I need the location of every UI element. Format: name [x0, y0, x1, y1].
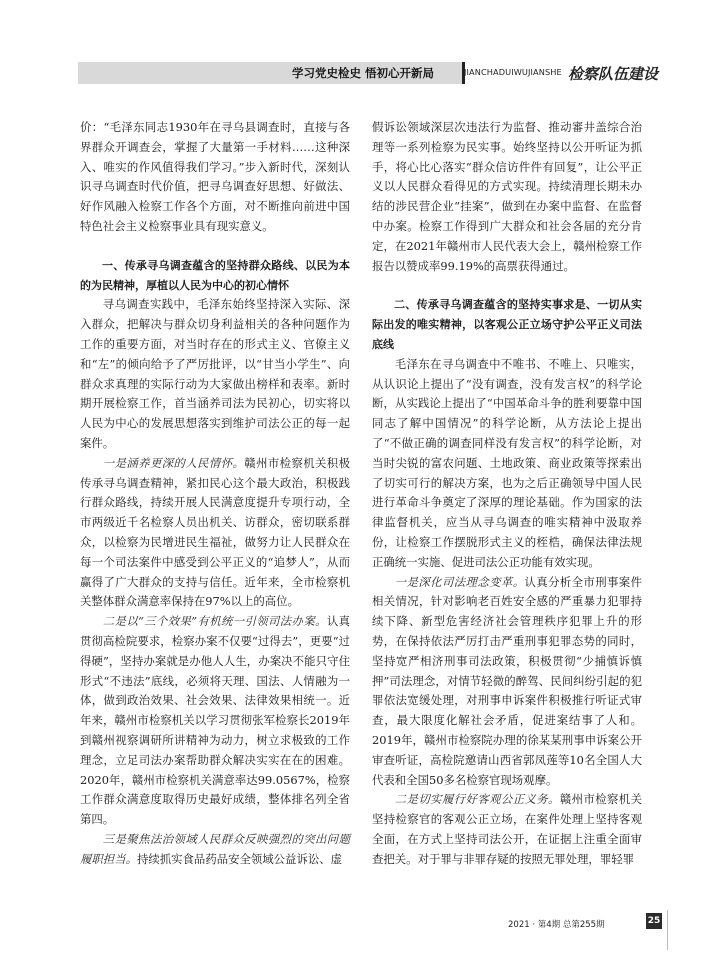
paragraph — [80, 454, 350, 612]
page-header-title: 学习党史检史 悟初心开新局 — [292, 66, 435, 80]
column-logo — [462, 62, 659, 84]
page-edge-line — [667, 910, 668, 950]
paragraph — [372, 790, 642, 869]
paragraph-body: 认真分析全市刑事案件相关情况，针对影响老百姓安全感的严重暴力犯罪持续下降、新型危害经济社会管理秩序犯罪上升的形势，在保持依法严厉打击严重刑事犯罪态势的同时，坚持宽严相济刑事司法政策，积极贯彻“少捕慎诉慎押”司法理念，对情节轻微的醉驾、民间纠纷引起的犯罪依法宽缓处理，对刑事申诉案件积极推行听证式审查，最大限度化解社会矛盾，促进案结事了人和。2019年，赣州市检察院办理的徐某某刑事申诉案公开审查听证，高检院邀请山西省郭凤莲等10名全国人大代表和全国50多名检察官现场观摩。 — [372, 574, 642, 787]
paragraph-body: 认真贯彻高检院要求，检察办案不仅要“过得去”，更要“过得硬”，坚持办案就是办他人人生，办案决不能只守住形式“不违法”底线，必须将天理、国法、人情融为一体，做到政治效果、社会效果、法律效果相统一。近年来，赣州市检察机关以学习贯彻张军检察长2019年到赣州视察调研所讲精神为动力，树立求极致的工作理念，立足司法办案帮助群众解决实实在在的困难。2020年，赣州市检察机关满意率达99.0567%，检察工作群众满意度取得历史最好成绩，整体排名列全省第四。 — [80, 614, 350, 827]
logo-chinese-text: 检察队伍建设 — [568, 65, 659, 83]
left-column — [80, 118, 350, 869]
paragraph-lead: 一是涵养更深的人民情怀。 — [102, 455, 245, 470]
right-column — [372, 118, 642, 869]
issue-info: 2021 · 第4期 总第255期 — [508, 920, 605, 930]
paragraph-body: 赣州市检察机关坚持检察官的客观公正立场，在案件处理上坚持客观全面，在方式上坚持司法公开，在证据上注重全面审查把关。对于罪与非罪存疑的按照无罪处理，罪轻罪 — [372, 792, 642, 866]
paragraph — [80, 612, 350, 830]
paragraph: 价：“毛泽东同志1930年在寻乌县调查时，直接与各界群众开调查会，掌握了大量第一手材料……这种深入、唯实的作风值得我们学习。”步入新时代，深刻认识寻乌调查时代价值，把寻乌调查好思想、好做法、好作风融入检察工作各个方面，对不断推向前进中国特色社会主义检察事业具有现实意义。 — [80, 120, 350, 233]
section-heading: 一、传承寻乌调查蕴含的坚持群众路线、以民为本的为民精神，厚植以人民为中心的初心情怀 — [80, 258, 350, 292]
paragraph: 毛泽东在寻乌调查中不唯书、不唯上、只唯实，从认识论上提出了“没有调查，没有发言权”的科学论断，从实践论上提出了“中国革命斗争的胜利要靠中国同志了解中国情况”的科学论断，从方法论上提出了“不做正确的调查同样没有发言权”的科学论断，对当时尖锐的富农问题、土地政策、商业政策等探索出了切实可行的解决方案，也为之后正确领导中国人民进行革命斗争奠定了深厚的理论基础。作为国家的法律监督机关，应当从寻乌调查的唯实精神中汲取养份，让检察工作摆脱形式主义的桎梏，确保法律法规正确统一实施、促进司法公正功能有效实现。 — [372, 356, 642, 569]
section-heading: 二、传承寻乌调查蕴含的坚持实事求是、一切从实际出发的唯实精神，以客观公正立场守护公平正义司法底线 — [372, 298, 642, 351]
paragraph-lead: 一是深化司法理念变革。 — [394, 574, 525, 589]
paragraph-body: 持续抓实食品药品安全领域公益诉讼、虚 — [136, 851, 343, 866]
paragraph: 假诉讼领域深层次违法行为监督、推动審井盖综合治理等一系列检察为民实事。始终坚持以公开听证为抓手，将心比心落实“群众信访件件有回复”，让公平正义以人民群众看得见的方式实现。持续清理长期未办结的涉民营企业“挂案”，做到在办案中监督、在监督中办案。检察工作得到广大群众和社会各届的充分肯定，在2021年赣州市人民代表大会上，赣州检察工作报告以赞成率99.19%的高票获得通过。 — [372, 120, 642, 273]
paragraph-lead: 二是以“三个效果”有机统一引领司法办案。 — [102, 614, 327, 629]
paragraph — [80, 830, 350, 870]
page-number: 25 — [646, 913, 662, 929]
logo-english-text: JIANCHADUIWUJIANSHE — [464, 67, 562, 77]
paragraph-body: 赣州市检察机关积极传承寻乌调查精神，紧扣民心这个最大政治，积极践行群众路线，持续开展人民满意度提升专项行动，全市两级近千名检察人员出机关、访群众，密切联系群众，以检察为民增进民生福祉，做努力让人民群众在每一个司法案件中感受到公平正义的“追梦人”，从而赢得了广大群众的支持与信任。近年来，全市检察机关整体群众满意率保持在97%以上的高位。 — [80, 455, 350, 609]
paragraph — [372, 573, 642, 791]
paragraph-lead: 二是切实履行好客观公正义务。 — [394, 792, 560, 807]
paragraph-lead: 三是聚焦法治领域人民群众反映强烈的突出问题履职担当。 — [80, 831, 350, 866]
paragraph: 寻乌调查实践中，毛泽东始终坚持深入实际、深入群众，把解决与群众切身利益相关的各种问题作为工作的重要方面，对当时存在的形式主义、官僚主义和“左”的倾向给予了严厉批评，以“甘当小学生”、向群众求真理的实际行动为大家做出榜样和表率。新时期开展检察工作，首当涵养司法为民初心，切实将以人民为中心的发展思想落实到维护司法公正的每一起案件。 — [80, 297, 350, 450]
